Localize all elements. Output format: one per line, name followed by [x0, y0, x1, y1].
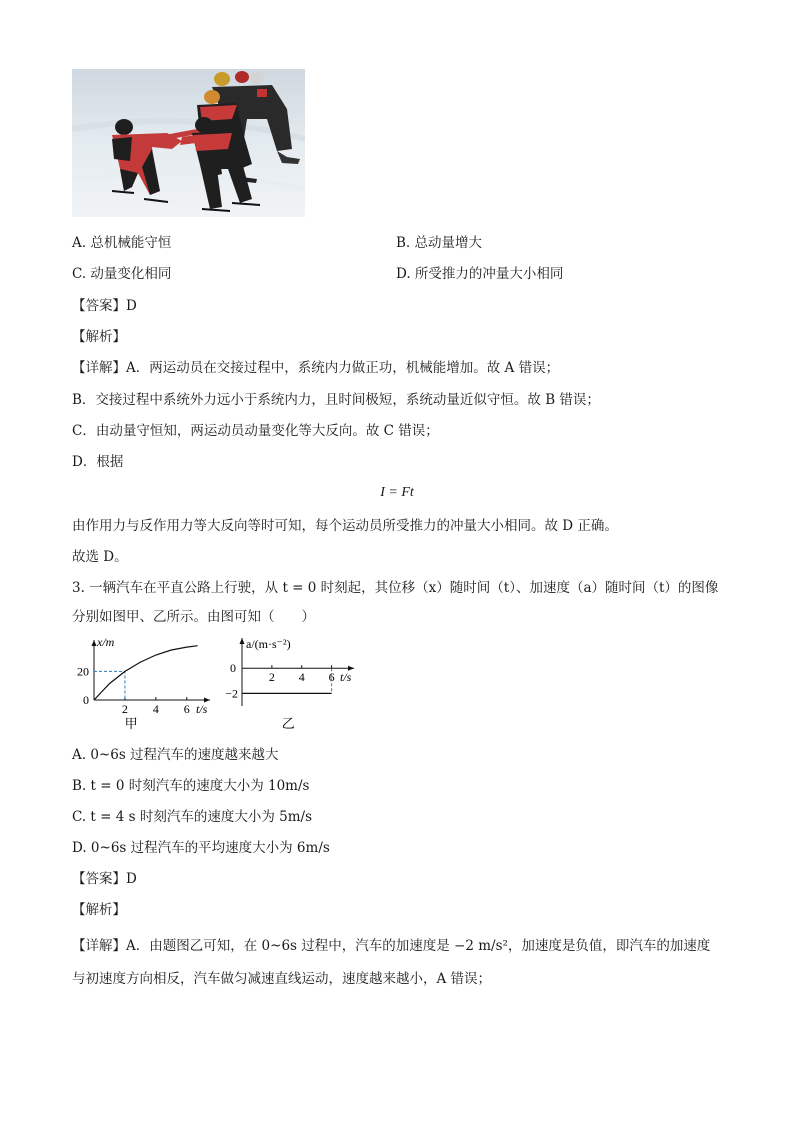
q2-conclusion: 故选 D。: [72, 549, 128, 565]
y-tick-label: 20: [77, 664, 89, 679]
x-tick-label: 2: [121, 702, 128, 716]
q2-detail-line-2: B．交接过程中系统外力远小于系统内力，且时间极短，系统动量近似守恒。故 B 错误；: [72, 392, 600, 408]
q3-option-d: D. 0~6s 过程汽车的平均速度大小为 6m/s: [72, 840, 330, 856]
figure-yi-a-t-graph: [222, 634, 372, 732]
q3-analysis-label: 【解析】: [72, 902, 126, 918]
q3-stem-line-2: 分别如图甲、乙所示。由图可知（ ）: [72, 609, 315, 625]
q3-option-c: C. t = 4 s 时刻汽车的速度大小为 5m/s: [72, 809, 313, 825]
figure-jia-x-t-graph: [70, 634, 220, 732]
q3-option-a: A. 0~6s 过程汽车的速度越来越大: [72, 747, 279, 763]
q2-detail-line-1: 【详解】A．两运动员在交接过程中，系统内力做正功，机械能增加。故 A 错误；: [72, 360, 560, 376]
origin-label: 0: [83, 693, 89, 707]
q2-after-formula: 由作用力与反作用力等大反向等时可知，每个运动员所受推力的冲量大小相同。故 D 正确。: [72, 518, 618, 534]
x-tick-label: 2: [268, 670, 275, 685]
q2-option-c: C. 动量变化相同: [72, 266, 172, 282]
q3-detail-line-2: 与初速度方向相反，汽车做匀减速直线运动，速度越来越小，A 错误；: [72, 971, 492, 987]
q3-option-b: B. t = 0 时刻汽车的速度大小为 10m/s: [72, 778, 310, 794]
x-axis-label: t/s: [196, 702, 208, 716]
y-axis-label: a/(m·s⁻²): [246, 637, 291, 651]
x-axis-label: t/s: [340, 670, 352, 685]
q2-option-b: B. 总动量增大: [396, 235, 483, 251]
x-tick-label: 6: [183, 702, 190, 716]
q2-detail-line-4: D．根据: [72, 454, 124, 470]
displacement-curve: [94, 646, 198, 700]
speed-skating-photo: [72, 69, 305, 217]
skaters-illustration: [72, 69, 305, 217]
x-tick-label: 4: [298, 670, 305, 685]
y-axis-label: x/m: [97, 635, 115, 649]
y-tick-label-neg2: −2: [225, 686, 238, 701]
y-tick-label-zero: 0: [230, 661, 236, 676]
q3-stem-line-1: 3. 一辆汽车在平直公路上行驶，从 t = 0 时刻起，其位移（x）随时间（t）、加速度（a）随时间（t）的图像: [72, 580, 719, 596]
q2-detail-line-3: C．由动量守恒知，两运动员动量变化等大反向。故 C 错误；: [72, 423, 439, 439]
figure-caption-yi: 乙: [281, 716, 295, 731]
y-axis-arrow: [92, 640, 97, 646]
impulse-formula: I = Ft: [380, 485, 414, 500]
q2-answer: 【答案】D: [72, 298, 137, 314]
x-tick-label: 4: [152, 702, 159, 716]
q3-answer: 【答案】D: [72, 871, 137, 887]
q2-option-d: D. 所受推力的冲量大小相同: [396, 266, 564, 282]
q2-option-a: A. 总机械能守恒: [72, 235, 172, 251]
x-tick-label: 6: [328, 670, 335, 685]
q2-analysis-label: 【解析】: [72, 329, 126, 345]
q3-detail-line-1: 【详解】A．由题图乙可知，在 0~6s 过程中，汽车的加速度是 −2 m/s²，加速度是负值，即汽车的加速度: [72, 938, 711, 954]
figure-caption-jia: 甲: [124, 716, 138, 731]
y-axis-arrow: [240, 638, 245, 644]
